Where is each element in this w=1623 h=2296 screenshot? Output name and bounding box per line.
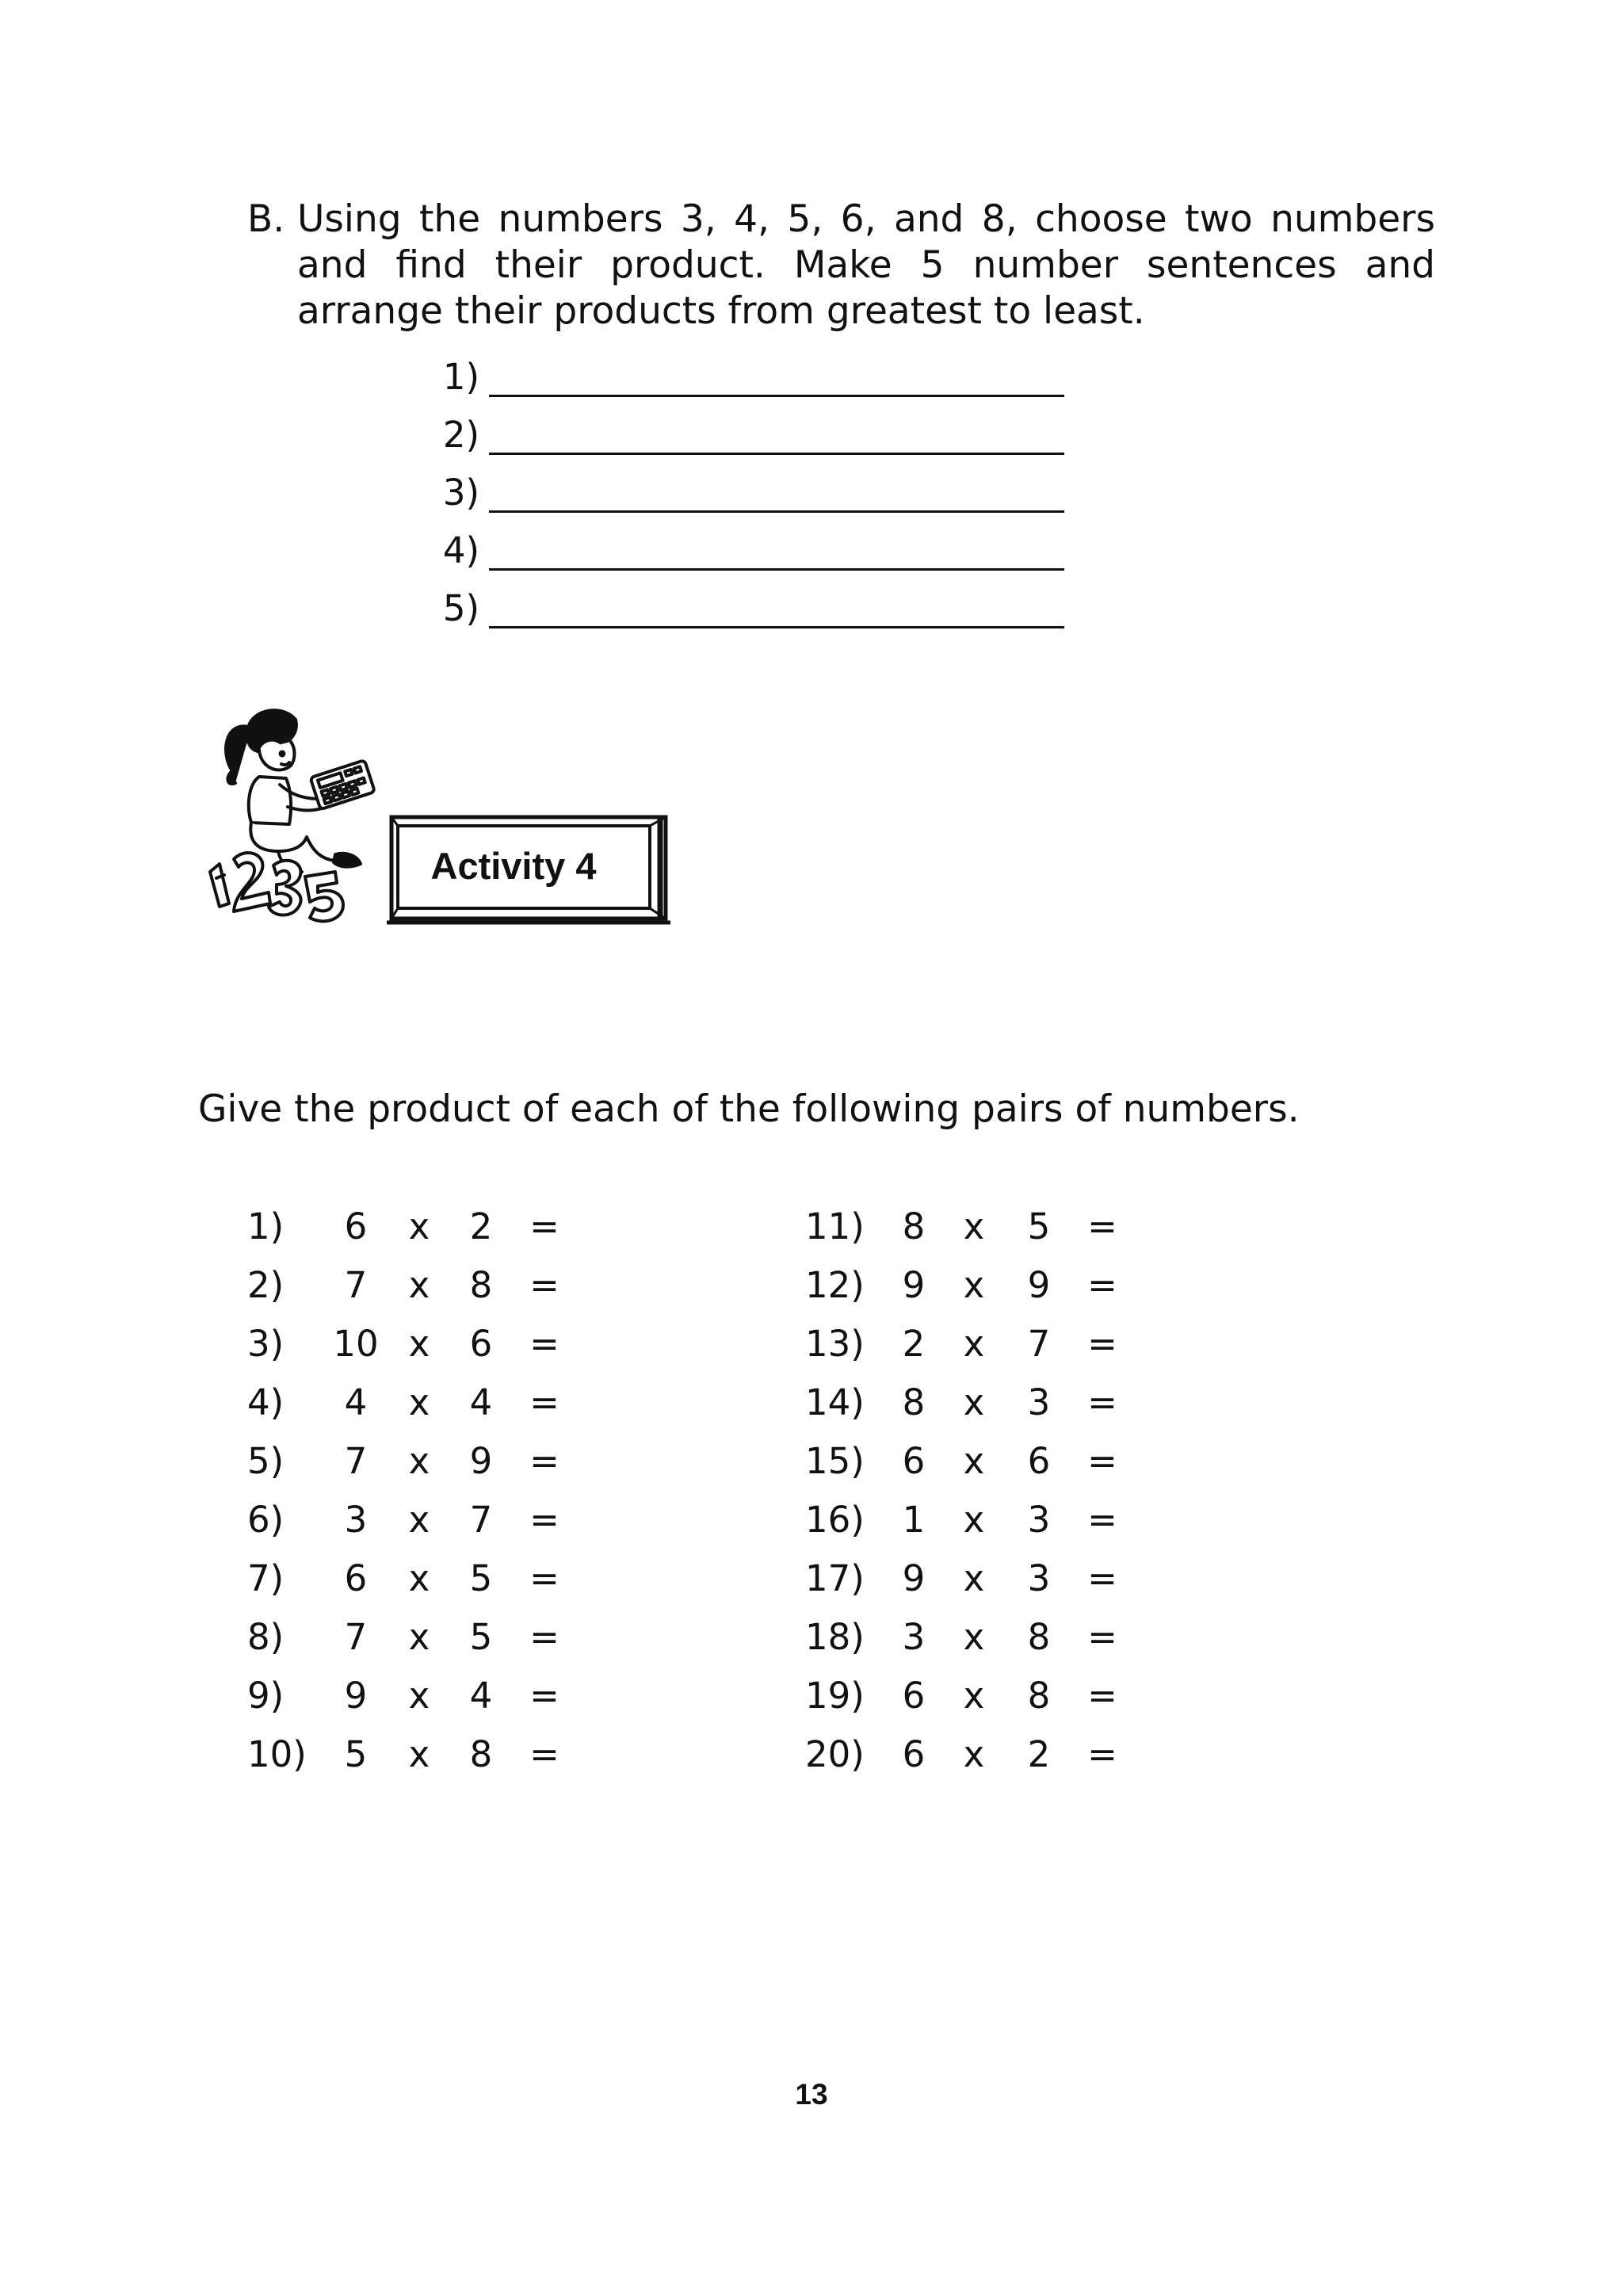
times-sign: x xyxy=(408,1675,430,1717)
times-sign: x xyxy=(963,1381,985,1423)
factor-a: 3 xyxy=(902,1616,926,1658)
times-sign: x xyxy=(963,1323,985,1365)
problem-number: 14) xyxy=(805,1381,865,1423)
factor-b: 8 xyxy=(469,1264,493,1306)
answer-line[interactable] xyxy=(489,568,1064,571)
answer-blank-row[interactable] xyxy=(440,585,1074,632)
problem-number: 1) xyxy=(247,1205,285,1247)
factor-b: 3 xyxy=(1027,1499,1051,1541)
problem-number: 18) xyxy=(805,1616,865,1658)
factor-a: 9 xyxy=(902,1557,926,1599)
activity-instruction: Give the product of each of the following pairs of numbers. xyxy=(198,1087,1300,1131)
problem-number: 3) xyxy=(247,1323,285,1365)
problem-number: 6) xyxy=(247,1499,285,1541)
factor-b: 2 xyxy=(469,1205,493,1247)
activity-title: Activity 4 xyxy=(430,845,597,887)
equals-sign: = xyxy=(1087,1557,1117,1599)
times-sign: x xyxy=(408,1264,430,1306)
problem-number: 2) xyxy=(247,1264,285,1306)
times-sign: x xyxy=(408,1499,430,1541)
factor-a: 9 xyxy=(902,1264,926,1306)
times-sign: x xyxy=(963,1733,985,1775)
factor-b: 6 xyxy=(1027,1440,1051,1482)
factor-b: 4 xyxy=(469,1675,493,1717)
factor-b: 7 xyxy=(1027,1323,1051,1365)
answer-blank-row[interactable] xyxy=(440,527,1074,575)
equals-sign: = xyxy=(1087,1381,1117,1423)
factor-b: 2 xyxy=(1027,1733,1051,1775)
equals-sign: = xyxy=(529,1675,559,1717)
equals-sign: = xyxy=(1087,1675,1117,1717)
problem-number: 19) xyxy=(805,1675,865,1717)
blank-number: 3) xyxy=(442,472,479,514)
times-sign: x xyxy=(963,1675,985,1717)
times-sign: x xyxy=(963,1264,985,1306)
factor-b: 7 xyxy=(469,1499,493,1541)
factor-a: 6 xyxy=(344,1205,368,1247)
factor-a: 6 xyxy=(344,1557,368,1599)
factor-b: 5 xyxy=(469,1616,493,1658)
times-sign: x xyxy=(963,1205,985,1247)
equals-sign: = xyxy=(1087,1733,1117,1775)
factor-a: 6 xyxy=(902,1733,926,1775)
factor-a: 4 xyxy=(344,1381,368,1423)
equals-sign: = xyxy=(529,1557,559,1599)
factor-a: 10 xyxy=(333,1323,379,1365)
problem-number: 20) xyxy=(805,1733,865,1775)
factor-b: 3 xyxy=(1027,1557,1051,1599)
factor-a: 9 xyxy=(344,1675,368,1717)
problem-number: 5) xyxy=(247,1440,285,1482)
times-sign: x xyxy=(408,1440,430,1482)
factor-a: 6 xyxy=(902,1440,926,1482)
times-sign: x xyxy=(408,1733,430,1775)
factor-b: 3 xyxy=(1027,1381,1051,1423)
problem-number: 11) xyxy=(805,1205,865,1247)
times-sign: x xyxy=(408,1557,430,1599)
equals-sign: = xyxy=(529,1381,559,1423)
factor-b: 5 xyxy=(1027,1205,1051,1247)
times-sign: x xyxy=(408,1205,430,1247)
factor-a: 3 xyxy=(344,1499,368,1541)
equals-sign: = xyxy=(1087,1616,1117,1658)
blank-number: 4) xyxy=(442,529,479,571)
problem-number: 4) xyxy=(247,1381,285,1423)
answer-blank-row[interactable] xyxy=(440,411,1074,459)
factor-b: 6 xyxy=(469,1323,493,1365)
factor-b: 8 xyxy=(1027,1616,1051,1658)
part-b-instructions: Using the numbers 3, 4, 5, 6, and 8, choose two numbers and find their product. Make 5 number sentences and arrange their products from greatest to least. xyxy=(297,197,1435,333)
problem-number: 17) xyxy=(805,1557,865,1599)
factor-a: 7 xyxy=(344,1264,368,1306)
factor-a: 7 xyxy=(344,1440,368,1482)
page-number: 13 xyxy=(795,2078,828,2111)
times-sign: x xyxy=(408,1616,430,1658)
equals-sign: = xyxy=(1087,1499,1117,1541)
factor-b: 8 xyxy=(469,1733,493,1775)
times-sign: x xyxy=(963,1557,985,1599)
equals-sign: = xyxy=(1087,1323,1117,1365)
problem-number: 12) xyxy=(805,1264,865,1306)
girl-with-calculator-illustration xyxy=(202,696,400,926)
equals-sign: = xyxy=(529,1264,559,1306)
equals-sign: = xyxy=(529,1205,559,1247)
factor-a: 8 xyxy=(902,1381,926,1423)
factor-a: 6 xyxy=(902,1675,926,1717)
problem-number: 13) xyxy=(805,1323,865,1365)
factor-b: 5 xyxy=(469,1557,493,1599)
answer-line[interactable] xyxy=(489,453,1064,455)
equals-sign: = xyxy=(1087,1440,1117,1482)
factor-a: 1 xyxy=(902,1499,926,1541)
times-sign: x xyxy=(963,1499,985,1541)
answer-blank-row[interactable] xyxy=(440,353,1074,401)
problem-number: 7) xyxy=(247,1557,285,1599)
factor-a: 5 xyxy=(344,1733,368,1775)
times-sign: x xyxy=(963,1616,985,1658)
blank-number: 1) xyxy=(442,356,479,398)
equals-sign: = xyxy=(1087,1264,1117,1306)
equals-sign: = xyxy=(529,1440,559,1482)
problem-number: 16) xyxy=(805,1499,865,1541)
problem-number: 9) xyxy=(247,1675,285,1717)
equals-sign: = xyxy=(1087,1205,1117,1247)
times-sign: x xyxy=(408,1323,430,1365)
problem-number: 10) xyxy=(247,1733,307,1775)
problem-number: 15) xyxy=(805,1440,865,1482)
blank-number: 2) xyxy=(442,414,479,456)
factor-a: 7 xyxy=(344,1616,368,1658)
factor-b: 9 xyxy=(469,1440,493,1482)
answer-line[interactable] xyxy=(489,510,1064,513)
equals-sign: = xyxy=(529,1733,559,1775)
factor-b: 8 xyxy=(1027,1675,1051,1717)
factor-b: 4 xyxy=(469,1381,493,1423)
equals-sign: = xyxy=(529,1616,559,1658)
problem-number: 8) xyxy=(247,1616,285,1658)
equals-sign: = xyxy=(529,1323,559,1365)
answer-line[interactable] xyxy=(489,395,1064,397)
answer-blank-row[interactable] xyxy=(440,469,1074,517)
part-b-letter: B. xyxy=(247,197,285,241)
times-sign: x xyxy=(963,1440,985,1482)
factor-a: 2 xyxy=(902,1323,926,1365)
blank-number: 5) xyxy=(442,587,479,629)
factor-b: 9 xyxy=(1027,1264,1051,1306)
factor-a: 8 xyxy=(902,1205,926,1247)
times-sign: x xyxy=(408,1381,430,1423)
equals-sign: = xyxy=(529,1499,559,1541)
answer-line[interactable] xyxy=(489,626,1064,628)
